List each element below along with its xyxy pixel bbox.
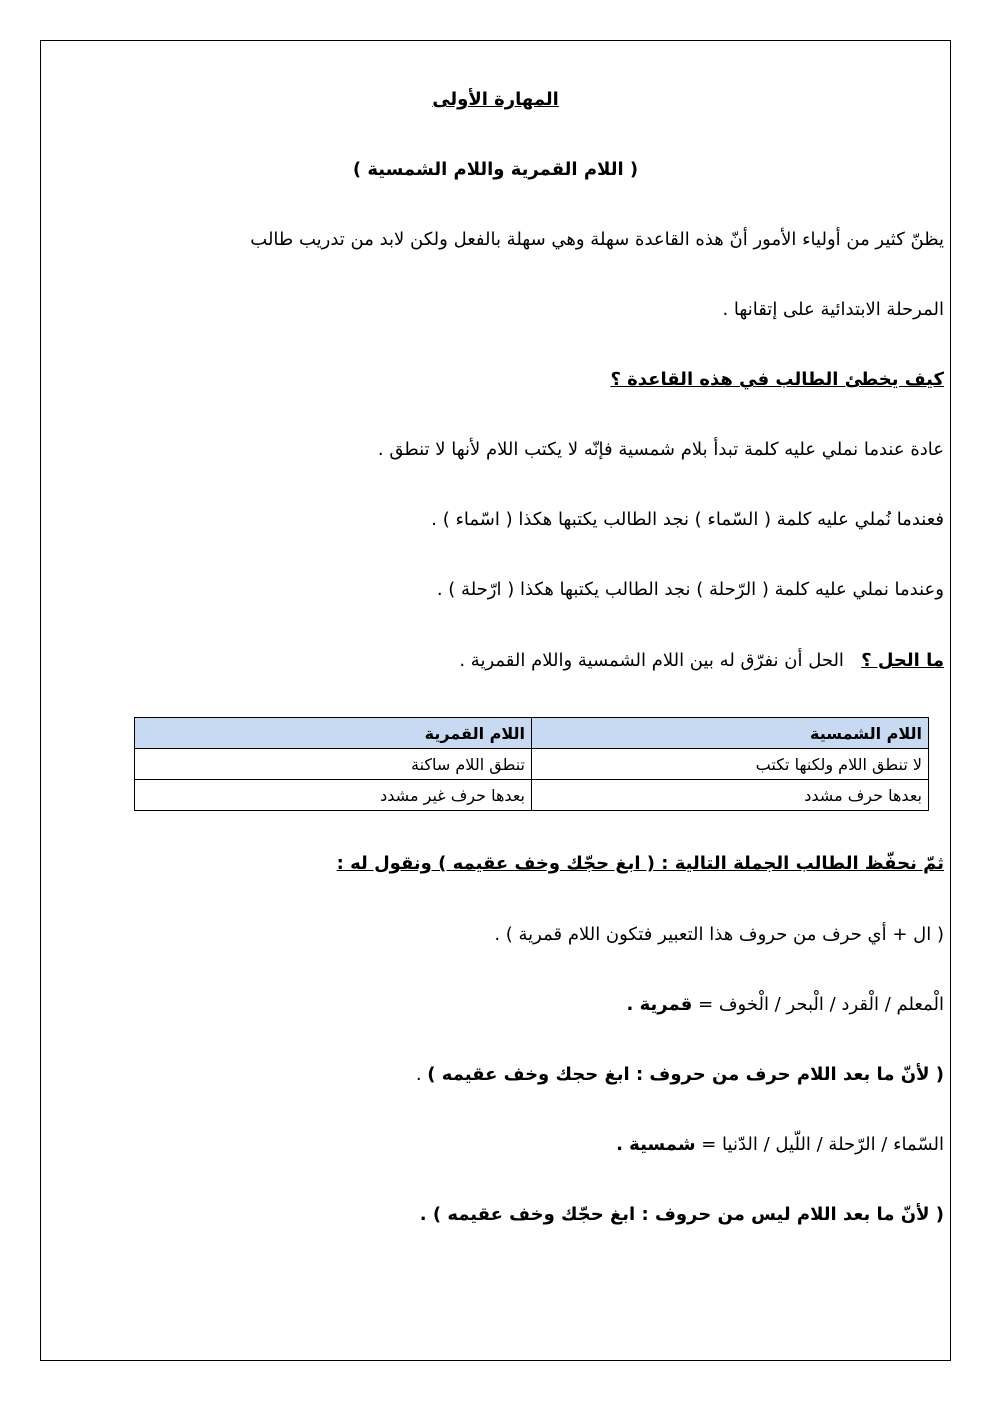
table-row [135,749,929,780]
sun-examples-line [71,1132,944,1158]
header-moon-lam: اللام القمرية [135,718,532,749]
moon-examples-result: قمرية . [626,994,693,1015]
page-subtitle: ( اللام القمرية واللام الشمسية ) [352,159,639,180]
moon-reason-end: . [415,1064,428,1085]
sun-reason-line: ( لأنّ ما بعد اللام ليس من حروف : ابغ حجّك وخف عقيمه ) . [419,1204,944,1225]
moon-reason-line [71,1062,944,1088]
moon-examples-words: الْمعلم / الْقرد / الْبحر / الْخوف = [698,994,944,1015]
table-cell: تنطق اللام ساكنة [135,749,532,780]
document-page [41,41,950,1360]
paragraph-1: عادة عندما نملي عليه كلمة تبدأ بلام شمسية فإنّه لا يكتب اللام لأنها لا تنطق . [377,439,944,460]
intro-line-2: المرحلة الابتدائية على إتقانها . [722,299,944,320]
solution-line [71,648,944,674]
comparison-table-wrapper [134,717,929,811]
table-cell: لا تنطق اللام ولكنها تكتب [532,749,929,780]
rule-line: ( ال + أي حرف من حروف هذا التعبير فتكون اللام قمرية ) . [494,924,944,945]
sun-examples-result: شمسية . [616,1134,696,1155]
sun-examples-words: السّماء / الرّحلة / اللّيل / الدّنيا = [701,1134,944,1155]
solution-text: الحل أن نفرّق له بين اللام الشمسية واللام القمرية . [459,650,844,671]
table-header-row [135,718,929,749]
solution-label: ما الحل ؟ [861,650,944,671]
header-sun-lam: اللام الشمسية [532,718,929,749]
table-row [135,780,929,811]
table-cell: بعدها حرف غير مشدد [135,780,532,811]
paragraph-2: فعندما نُملي عليه كلمة ( السّماء ) نجد الطالب يكتبها هكذا ( اسّماء ) . [431,509,944,530]
question-heading: كيف يخطئ الطالب في هذه القاعدة ؟ [610,369,944,390]
comparison-table [134,717,929,811]
memorize-heading: ثمّ نحفّظ الطالب الجملة التالية : ( ابغ حجّك وخف عقيمه ) ونقول له : [336,853,944,874]
paragraph-3: وعندما نملي عليه كلمة ( الرّحلة ) نجد الطالب يكتبها هكذا ( ارّحلة ) . [436,579,944,600]
intro-line-1: يظنّ كثير من أولياء الأمور أنّ هذه القاعدة سهلة وهي سهلة بالفعل ولكن لابد من تدريب طالب [250,229,944,250]
moon-examples-line [71,992,944,1018]
page-title: المهارة الأولى [432,89,559,110]
moon-reason-text: ( لأنّ ما بعد اللام حرف من حروف : ابغ حجك وخف عقيمه ) [427,1064,944,1085]
table-cell: بعدها حرف مشدد [532,780,929,811]
